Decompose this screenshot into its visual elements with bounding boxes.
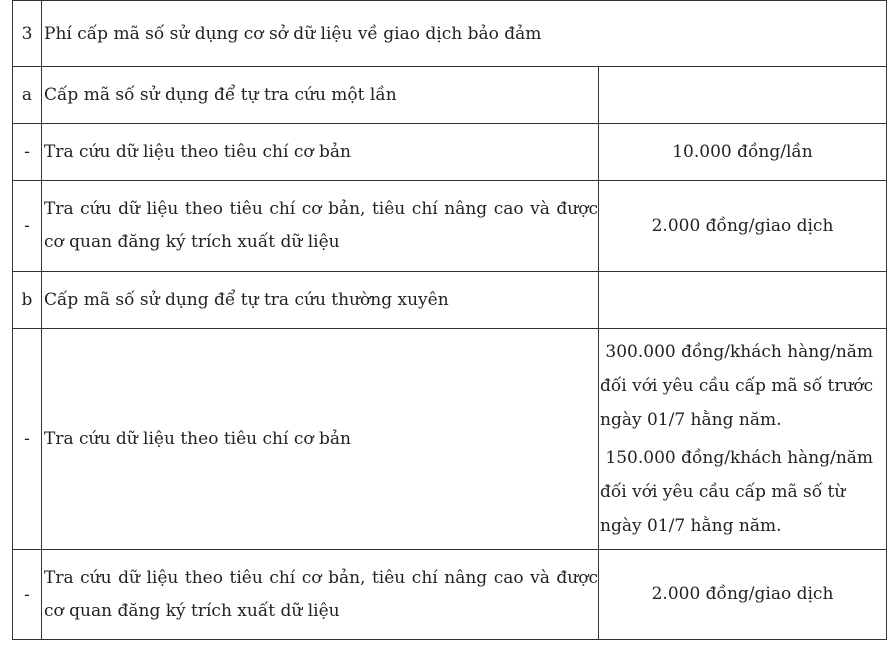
fee-option-before-july: 300.000 đồng/khách hàng/năm đối với yêu cầu cấp mã số trước ngày 01/7 hằng năm.	[600, 342, 879, 430]
table-row	[13, 329, 887, 550]
table-row	[13, 272, 887, 329]
row-description: Tra cứu dữ liệu theo tiêu chí cơ bản	[42, 124, 599, 181]
row-fee: 10.000 đồng/lần	[599, 124, 887, 181]
row-index: b	[13, 272, 42, 329]
row-description: Tra cứu dữ liệu theo tiêu chí cơ bản, tiêu chí nâng cao và được cơ quan đăng ký trích xuất dữ liệu	[42, 181, 599, 272]
fee-table	[12, 0, 887, 640]
row-fee: 2.000 đồng/giao dịch	[599, 550, 887, 640]
row-fee: 2.000 đồng/giao dịch	[599, 181, 887, 272]
row-index: -	[13, 329, 42, 550]
row-fee	[599, 329, 887, 550]
section-row	[13, 1, 887, 67]
row-index: -	[13, 181, 42, 272]
row-description: Cấp mã số sử dụng để tự tra cứu thường xuyên	[42, 272, 599, 329]
row-index: a	[13, 67, 42, 124]
row-fee	[599, 272, 887, 329]
row-description: Cấp mã số sử dụng để tự tra cứu một lần	[42, 67, 599, 124]
table-row	[13, 124, 887, 181]
row-index: -	[13, 124, 42, 181]
table-row	[13, 67, 887, 124]
row-fee	[599, 67, 887, 124]
table-row	[13, 550, 887, 640]
row-description: Tra cứu dữ liệu theo tiêu chí cơ bản, tiêu chí nâng cao và được cơ quan đăng ký trích xuất dữ liệu	[42, 550, 599, 640]
section-index: 3	[13, 1, 42, 67]
table-row	[13, 181, 887, 272]
fee-option-from-july: 150.000 đồng/khách hàng/năm đối với yêu cầu cấp mã số từ ngày 01/7 hằng năm.	[600, 448, 879, 536]
section-title: Phí cấp mã số sử dụng cơ sở dữ liệu về giao dịch bảo đảm	[42, 1, 887, 67]
row-description: Tra cứu dữ liệu theo tiêu chí cơ bản	[42, 329, 599, 550]
row-index: -	[13, 550, 42, 640]
